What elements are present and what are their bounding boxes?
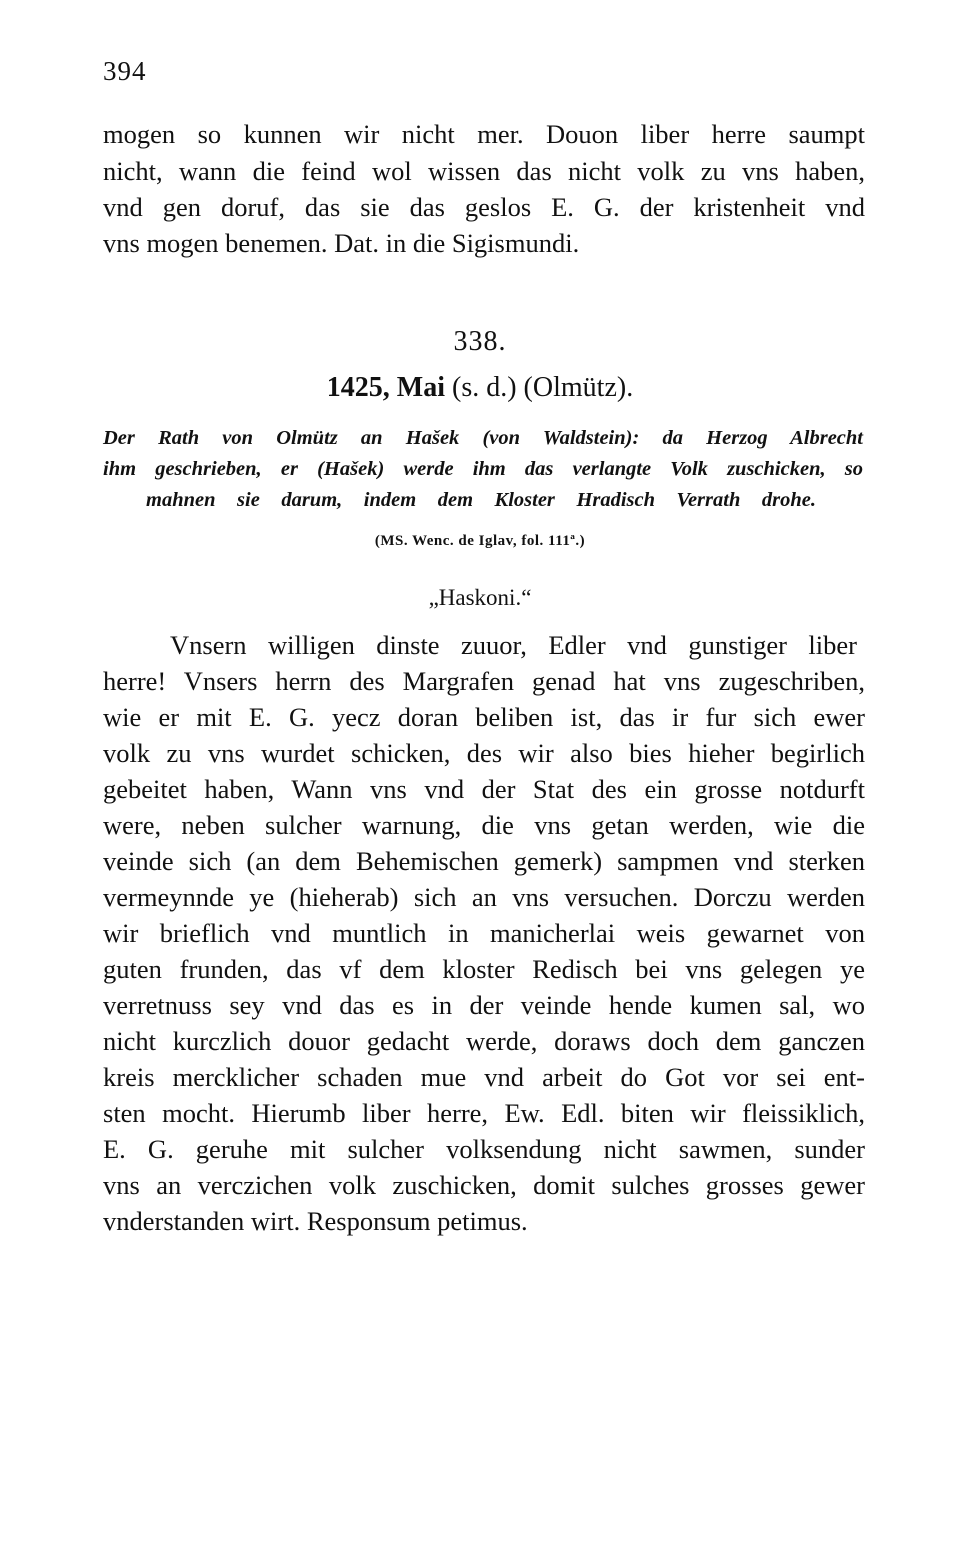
summary-line: ihm geschrieben, er (Hašek) werde ihm das verlangte Volk zuschicken, so — [103, 458, 863, 480]
summary-line: Der Rath von Olmütz an Hašek (von Waldstein): da Herzog Albrecht — [103, 427, 863, 449]
document-date-detail: (s. d.) (Olmütz). — [445, 372, 634, 403]
preceding-text-line: vnd gen doruf, das sie das geslos E. G. der kristenheit vnd — [103, 192, 865, 222]
body-text-line: veinde sich (an dem Behemischen gemerk) sampmen vnd sterken — [103, 846, 865, 876]
body-text-line: E. G. geruhe mit sulcher volksendung nicht sawmen, sunder — [103, 1134, 865, 1164]
manuscript-source: (MS. Wenc. de Iglav, fol. 111ª.) — [374, 533, 586, 549]
body-text-line: volk zu vns wurdet schicken, des wir also bies hieher begirlich — [103, 738, 865, 768]
body-text-line: herre! Vnsers herrn des Margrafen genad hat vns zugeschriben, — [103, 666, 865, 696]
summary-line: mahnen sie darum, indem dem Kloster Hradisch Verrath drohe. — [146, 489, 816, 511]
body-text-line: wie er mit E. G. yecz doran beliben ist, das ir fur sich ewer — [103, 702, 865, 732]
body-text-line: verretnuss sey vnd das es in der veinde hende kumen sal, wo — [103, 990, 865, 1020]
body-text-line: vermeynnde ye (hieherab) sich an vns versuchen. Dorczu werden — [103, 882, 865, 912]
document-number: 338. — [453, 326, 507, 357]
body-text-line: were, neben sulcher warnung, die vns getan werden, wie die — [103, 810, 865, 840]
document-date-year: 1425, Mai — [326, 372, 446, 403]
body-text-line: vns an verczichen volk zuschicken, domit sulches grosses gewer — [103, 1170, 865, 1200]
salutation: „Haskoni.“ — [428, 585, 532, 610]
body-text-line: guten frunden, das vf dem kloster Redisch bei vns gelegen ye — [103, 954, 865, 984]
body-text-line: nicht kurczlich douor gedacht werde, doraws doch dem ganczen — [103, 1026, 865, 1056]
preceding-text-line: vns mogen benemen. Dat. in die Sigismundi. — [103, 228, 580, 258]
preceding-text-line: mogen so kunnen wir nicht mer. Douon liber herre saumpt — [103, 119, 865, 149]
body-text-line: wir brieflich vnd muntlich in manicherlai weis gewarnet von — [103, 918, 865, 948]
body-text-line: kreis mercklicher schaden mue vnd arbeit do Got vor sei ent- — [103, 1062, 865, 1092]
body-text-line: Vnsern willigen dinste zuuor, Edler vnd gunstiger liber — [170, 630, 857, 660]
body-text-line: sten mocht. Hierumb liber herre, Ew. Edl. biten wir fleissiklich, — [103, 1098, 865, 1128]
preceding-text-line: nicht, wann die feind wol wissen das nicht volk zu vns haben, — [103, 156, 865, 186]
document-date — [0, 372, 960, 404]
body-text-line: gebeitet haben, Wann vns vnd der Stat des ein grosse notdurft — [103, 774, 865, 804]
body-text-line: vnderstanden wirt. Responsum petimus. — [103, 1206, 528, 1236]
page-number: 394 — [103, 56, 147, 86]
